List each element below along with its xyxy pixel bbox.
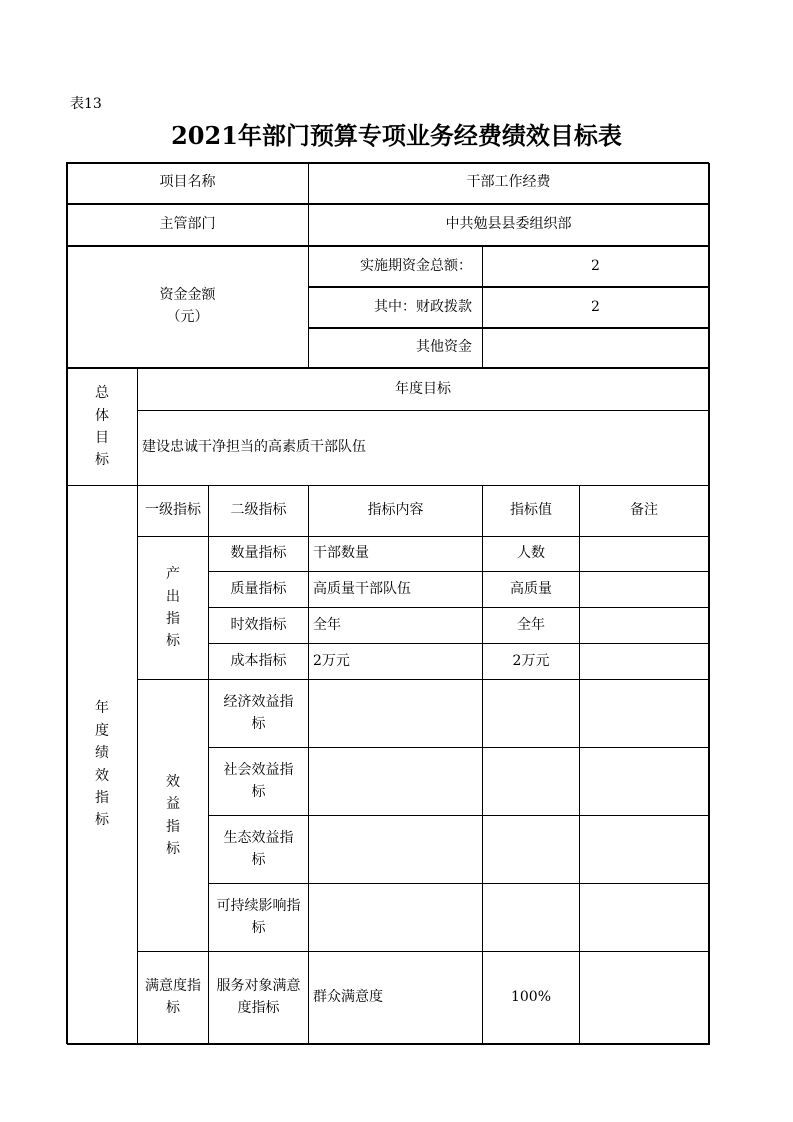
header-content: 指标内容 [308, 485, 483, 537]
table-row-content: 高质量干部队伍 [308, 571, 483, 608]
funds-label-text: 资金金额 [159, 287, 216, 304]
table-row-l2: 社会效益指标 [208, 747, 309, 816]
table-row-note [579, 747, 709, 816]
table-row-content: 全年 [308, 607, 483, 644]
performance-target-table [67, 163, 710, 1045]
table-row-l2: 经济效益指标 [208, 679, 309, 748]
table-row-note [579, 536, 709, 572]
overall-goal-label: 总体目标 [66, 368, 138, 486]
department-label: 主管部门 [66, 204, 309, 246]
total-funds-value: 2 [482, 246, 709, 287]
project-name-value: 干部工作经费 [308, 162, 709, 204]
annual-performance-label: 年度绩效指标 [66, 485, 138, 1044]
table-row-value: 人数 [482, 536, 580, 572]
satisfaction-indicator-label: 满意度指标 [137, 951, 209, 1044]
year-goal-text: 建设忠诚干净担当的高素质干部队伍 [137, 410, 709, 486]
funds-label [66, 246, 309, 368]
year-goal-header: 年度目标 [137, 368, 709, 411]
table-row-content: 群众满意度 [308, 951, 483, 1044]
table-row-value [482, 883, 580, 952]
header-level1: 一级指标 [137, 485, 209, 537]
page-title: 2021年部门预算专项业务经费绩效目标表 [171, 121, 622, 150]
table-row-l2: 可持续影响指标 [208, 883, 309, 952]
other-funds-value [482, 328, 709, 368]
table-row-content: 干部数量 [308, 536, 483, 572]
table-row-value [482, 679, 580, 748]
header-note: 备注 [579, 485, 709, 537]
table-row-l2: 成本指标 [208, 643, 309, 680]
table-row-value: 100% [482, 951, 580, 1044]
table-row-value: 全年 [482, 607, 580, 644]
other-funds-label: 其他资金 [308, 328, 483, 368]
output-indicator-label: 产出指标 [137, 536, 209, 680]
total-funds-label: 实施期资金总额： [308, 246, 483, 287]
table-row-note [579, 883, 709, 952]
department-value: 中共勉县县委组织部 [308, 204, 709, 246]
project-name-label: 项目名称 [66, 162, 309, 204]
table-row-l2: 服务对象满意度指标 [208, 951, 309, 1044]
table-row-l2: 数量指标 [208, 536, 309, 572]
table-row-note [579, 643, 709, 680]
table-number-label: 表13 [70, 96, 102, 112]
table-row-value [482, 815, 580, 884]
table-row-value: 2万元 [482, 643, 580, 680]
funds-unit-text: （元） [166, 309, 209, 325]
benefit-indicator-label: 效益指标 [137, 679, 209, 952]
table-row-value: 高质量 [482, 571, 580, 608]
table-row-note [579, 607, 709, 644]
table-row-note [579, 571, 709, 608]
table-row-l2: 时效指标 [208, 607, 309, 644]
header-level2: 二级指标 [208, 485, 309, 537]
table-row-note [579, 679, 709, 748]
table-row-l2: 生态效益指标 [208, 815, 309, 884]
header-value: 指标值 [482, 485, 580, 537]
table-row-value [482, 747, 580, 816]
table-row-content [308, 883, 483, 952]
table-row-content [308, 815, 483, 884]
table-row-note [579, 951, 709, 1044]
table-row-content: 2万元 [308, 643, 483, 680]
table-row-content [308, 747, 483, 816]
fiscal-funds-label: 其中：财政拨款 [308, 287, 483, 328]
table-row-l2: 质量指标 [208, 571, 309, 608]
table-row-content [308, 679, 483, 748]
table-row-note [579, 815, 709, 884]
fiscal-funds-value: 2 [482, 287, 709, 328]
